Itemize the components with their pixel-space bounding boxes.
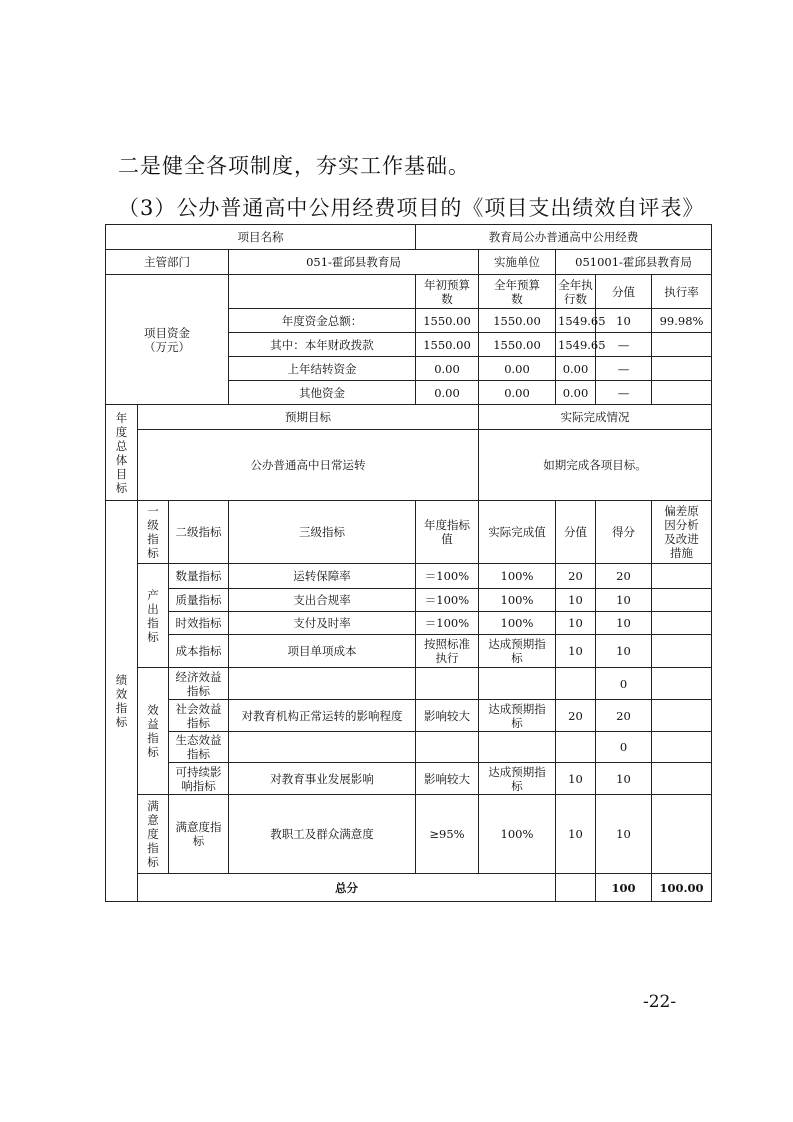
target-cell: ＝100%: [416, 612, 479, 635]
actual-cell: 100%: [479, 612, 556, 635]
target-cell: [416, 668, 479, 700]
level3-cell: 对教育事业发展影响: [229, 763, 416, 795]
deviation-cell: [652, 589, 712, 612]
paragraph-text: 二是健全各项制度，夯实工作基础。: [118, 154, 470, 178]
level3-cell: 支付及时率: [229, 612, 416, 635]
level3-header: 三级指标: [229, 501, 416, 564]
actual-cell: 达成预期指 标: [479, 635, 556, 668]
level2-cell: 数量指标: [169, 564, 229, 589]
target-cell: 影响较大: [416, 700, 479, 732]
target-header: 年度指标 值: [416, 501, 479, 564]
total-row: [106, 874, 712, 902]
funds-executed: 0.00: [556, 357, 596, 381]
deviation-cell: [652, 700, 712, 732]
expected-goal: 公办普通高中日常运转: [138, 430, 479, 501]
total-label: 总分: [138, 874, 556, 902]
unit-value: 051001-霍邱县教育局: [556, 250, 712, 275]
target-cell: 影响较大: [416, 763, 479, 795]
actual-cell: [479, 732, 556, 763]
actual-cell: 达成预期指 标: [479, 700, 556, 732]
target-cell: 按照标准 执行: [416, 635, 479, 668]
indicator-section-label: 绩 效 指 标: [106, 501, 138, 902]
score-cell: 10: [596, 763, 652, 795]
level2-cell: 质量指标: [169, 589, 229, 612]
deviation-cell: [652, 795, 712, 874]
actual-cell: [479, 668, 556, 700]
deviation-cell: [652, 732, 712, 763]
score-value-cell: 20: [556, 564, 596, 589]
level2-header: 二级指标: [169, 501, 229, 564]
level1-header: 一 级 指 标: [138, 501, 169, 564]
funds-header-score-value: 分值: [596, 275, 652, 309]
score-value-cell: 10: [556, 589, 596, 612]
funds-header-row: [106, 275, 712, 309]
indicator-row: [106, 564, 712, 589]
funds-rate: [652, 357, 712, 381]
total-score-value: 100: [596, 874, 652, 902]
annual-goal-header-row: [106, 405, 712, 430]
deviation-cell: [652, 763, 712, 795]
actual-value-header: 实际完成值: [479, 501, 556, 564]
funds-initial: 1550.00: [416, 333, 479, 357]
funds-score-value: —: [596, 381, 652, 405]
actual-cell: 100%: [479, 795, 556, 874]
dept-value: 051-霍邱县教育局: [229, 250, 479, 275]
funds-label: 项目资金 （万元）: [106, 275, 229, 405]
score-cell: 20: [596, 700, 652, 732]
level2-cell: 经济效益 指标: [169, 668, 229, 700]
funds-header-rate: 执行率: [652, 275, 712, 309]
indicator-row: [106, 635, 712, 668]
target-cell: ＝100%: [416, 564, 479, 589]
deviation-cell: [652, 668, 712, 700]
actual-completion-header: 实际完成情况: [479, 405, 712, 430]
actual-completion: 如期完成各项目标。: [479, 430, 712, 501]
level2-cell: 满意度指 标: [169, 795, 229, 874]
score-cell: 20: [596, 564, 652, 589]
score-cell: 10: [596, 612, 652, 635]
total-score: 100.00: [652, 874, 712, 902]
target-cell: [416, 732, 479, 763]
score-value-cell: 20: [556, 700, 596, 732]
level3-cell: 项目单项成本: [229, 635, 416, 668]
indicator-row: [106, 763, 712, 795]
total-actual-blank: [556, 874, 596, 902]
unit-label: 实施单位: [479, 250, 556, 275]
indicator-header-row: [106, 501, 712, 564]
funds-annual: 1550.00: [479, 309, 556, 333]
funds-row-label: 上年结转资金: [229, 357, 416, 381]
level1-benefit: 效 益 指 标: [138, 668, 169, 795]
funds-header-initial: 年初预算 数: [416, 275, 479, 309]
funds-score-value: —: [596, 333, 652, 357]
level3-cell: 支出合规率: [229, 589, 416, 612]
project-name-value: 教育局公办普通高中公用经费: [416, 225, 712, 250]
funds-rate: 99.98%: [652, 309, 712, 333]
indicator-row: [106, 700, 712, 732]
section-title: （3）公办普通高中公用经费项目的《项目支出绩效自评表》: [118, 196, 705, 220]
indicator-row: [106, 612, 712, 635]
deviation-cell: [652, 564, 712, 589]
funds-header-blank: [229, 275, 416, 309]
funds-initial: 0.00: [416, 357, 479, 381]
indicator-row: [106, 795, 712, 874]
funds-annual: 0.00: [479, 357, 556, 381]
score-cell: 10: [596, 795, 652, 874]
score-value-cell: 10: [556, 635, 596, 668]
deviation-cell: [652, 612, 712, 635]
indicator-row: [106, 589, 712, 612]
funds-score-value: 10: [596, 309, 652, 333]
page-number: -22-: [643, 992, 677, 1012]
project-name-row: [106, 225, 712, 250]
actual-cell: 达成预期指 标: [479, 763, 556, 795]
score-value-header: 分值: [556, 501, 596, 564]
funds-executed: 1549.65: [556, 333, 596, 357]
annual-goal-row: [106, 430, 712, 501]
level2-cell: 时效指标: [169, 612, 229, 635]
score-value-cell: [556, 668, 596, 700]
level2-cell: 可持续影 响指标: [169, 763, 229, 795]
project-name-label: 项目名称: [106, 225, 416, 250]
funds-row-label: 其中：本年财政拨款: [229, 333, 416, 357]
funds-rate: [652, 381, 712, 405]
indicator-row: [106, 668, 712, 700]
self-evaluation-table: [105, 224, 712, 902]
deviation-header: 偏差原 因分析 及改进 措施: [652, 501, 712, 564]
funds-annual: 1550.00: [479, 333, 556, 357]
target-cell: ＝100%: [416, 589, 479, 612]
funds-score-value: —: [596, 357, 652, 381]
score-cell: 0: [596, 668, 652, 700]
level1-output: 产 出 指 标: [138, 564, 169, 668]
score-value-cell: 10: [556, 795, 596, 874]
level3-cell: 对教育机构正常运转的影响程度: [229, 700, 416, 732]
level2-cell: 社会效益 指标: [169, 700, 229, 732]
funds-initial: 1550.00: [416, 309, 479, 333]
score-cell: 10: [596, 635, 652, 668]
annual-goal-label: 年 度 总 体 目 标: [106, 405, 138, 501]
score-header: 得分: [596, 501, 652, 564]
funds-header-executed: 全年执行数: [556, 275, 596, 309]
funds-rate: [652, 333, 712, 357]
department-row: [106, 250, 712, 275]
funds-row-label: 年度资金总额：: [229, 309, 416, 333]
funds-executed: 0.00: [556, 381, 596, 405]
score-value-cell: 10: [556, 612, 596, 635]
deviation-cell: [652, 635, 712, 668]
funds-annual: 0.00: [479, 381, 556, 405]
actual-cell: 100%: [479, 564, 556, 589]
dept-label: 主管部门: [106, 250, 229, 275]
expected-goal-header: 预期目标: [138, 405, 479, 430]
funds-header-annual: 全年预算 数: [479, 275, 556, 309]
level3-cell: 教职工及群众满意度: [229, 795, 416, 874]
level3-cell: 运转保障率: [229, 564, 416, 589]
level2-cell: 生态效益 指标: [169, 732, 229, 763]
funds-executed: 1549.65: [556, 309, 596, 333]
level2-cell: 成本指标: [169, 635, 229, 668]
score-cell: 0: [596, 732, 652, 763]
indicator-row: [106, 732, 712, 763]
level1-satisfaction: 满 意 度 指 标: [138, 795, 169, 874]
level3-cell: [229, 732, 416, 763]
score-cell: 10: [596, 589, 652, 612]
funds-row-label: 其他资金: [229, 381, 416, 405]
target-cell: ≥95%: [416, 795, 479, 874]
score-value-cell: [556, 732, 596, 763]
actual-cell: 100%: [479, 589, 556, 612]
score-value-cell: 10: [556, 763, 596, 795]
level3-cell: [229, 668, 416, 700]
funds-initial: 0.00: [416, 381, 479, 405]
